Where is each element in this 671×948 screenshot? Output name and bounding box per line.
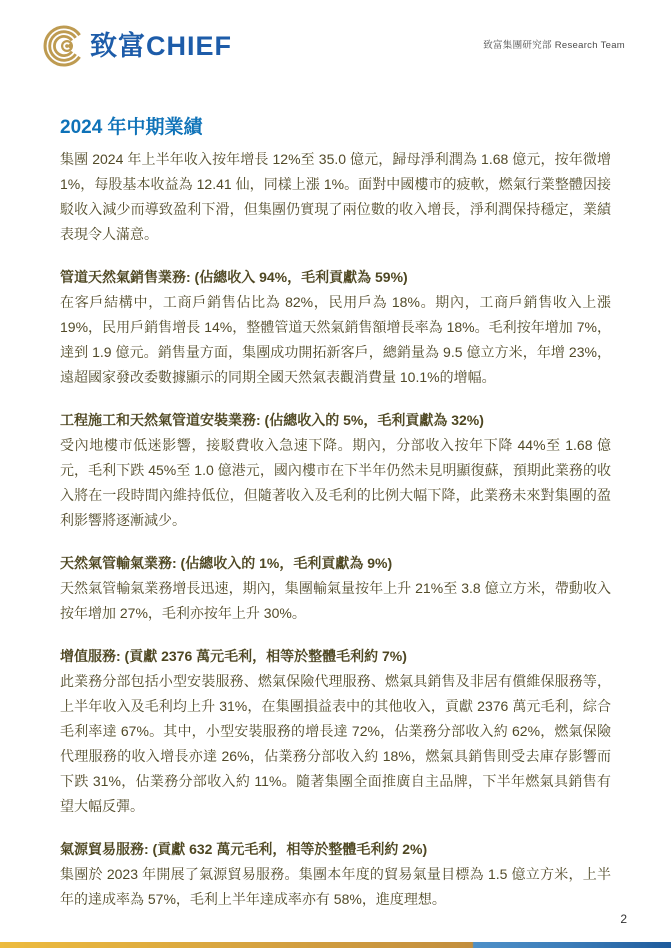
chief-logo-icon (40, 24, 84, 68)
research-team-label: 致富集團研究部 Research Team (483, 40, 625, 51)
chief-logo (40, 24, 232, 68)
section-construction-installation (60, 408, 611, 533)
section-heading: 天然氣管輸氣業務: (佔總收入的 1%，毛利貢獻為 9%) (60, 555, 393, 571)
section-heading: 增值服務: (貢獻 2376 萬元毛利，相等於整體毛利約 7%) (60, 648, 407, 664)
section-pipeline-gas-sales (60, 265, 611, 390)
section-body: 在客戶結構中，工商戶銷售佔比為 82%，民用戶為 18%。期內，工商戶銷售收入上漲 19%，民用戶銷售增長 14%，整體管道天然氣銷售額增長率為 18%。毛利按年增加 7%，達到 1.9 億元。銷售量方面，集團成功開拓新客戶，總銷量為 9.5 億立方米，年增 23%，遠超國家發改委數據顯示的同期全國天然氣表觀消費量 10.1%的增幅。 (60, 294, 611, 385)
footer-bar (0, 942, 671, 948)
section-heading: 管道天然氣銷售業務: (佔總收入 94%，毛利貢獻為 59%) (60, 269, 408, 285)
section-body: 此業務分部包括小型安裝服務、燃氣保險代理服務、燃氣具銷售及非居有償維保服務等，上半年收入及毛利均上升 31%，在集團損益表中的其他收入，貢獻 2376 萬元毛利，綜合毛利率達 67%。其中，小型安裝服務的增長達 72%，佔業務分部收入約 62%，燃氣保險代理服務的收入增長亦達 26%，佔業務分部收入約 18%，燃氣具銷售則受去庫存影響而下跌 31%，佔業務分部收入約 11%。隨著集團全面推廣自主品牌，下半年燃氣具銷售有望大幅反彈。 (60, 673, 611, 814)
intro-paragraph: 集團 2024 年上半年收入按年增長 12%至 35.0 億元，歸母淨利潤為 1.68 億元，按年微增 1%，每股基本收益為 12.41 仙，同樣上漲 1%。面對中國樓市的疲軟，燃氣行業整體因接駁收入減少而導致盈利下滑，但集團仍實現了兩位數的收入增長，淨利潤保持穩定，業績表現令人滿意。 (60, 151, 611, 242)
section-body: 受內地樓市低迷影響，接駁費收入急速下降。期內，分部收入按年下降 44%至 1.68 億元，毛利下跌 45%至 1.0 億港元，國內樓市在下半年仍然未見明顯復蘇，預期此業務的收入將在一段時間內維持低位，但隨著收入及毛利的比例大幅下降，此業務未來對集團的盈利影響將逐漸減少。 (60, 437, 611, 528)
section-heading: 工程施工和天然氣管道安裝業務: (佔總收入的 5%，毛利貢獻為 32%) (60, 412, 484, 428)
page-title: 2024 年中期業績 (60, 117, 203, 138)
section-heading: 氣源貿易服務: (貢獻 632 萬元毛利，相等於整體毛利約 2%) (60, 841, 428, 857)
chief-logo-text: 致富CHIEF (90, 30, 232, 61)
report-content (60, 116, 611, 912)
page-number: 2 (620, 912, 627, 926)
section-gas-transmission (60, 551, 611, 626)
section-value-added-services (60, 644, 611, 819)
section-body: 集團於 2023 年開展了氣源貿易服務。集團本年度的貿易氣量目標為 1.5 億立方米，上半年的達成率為 57%，毛利上半年達成率亦有 58%，進度理想。 (60, 866, 611, 907)
page-header (0, 0, 671, 72)
section-gas-trading (60, 837, 611, 912)
section-body: 天然氣管輸氣業務增長迅速，期內，集團輸氣量按年上升 21%至 3.8 億立方米，帶動收入按年增加 27%，毛利亦按年上升 30%。 (60, 580, 611, 621)
